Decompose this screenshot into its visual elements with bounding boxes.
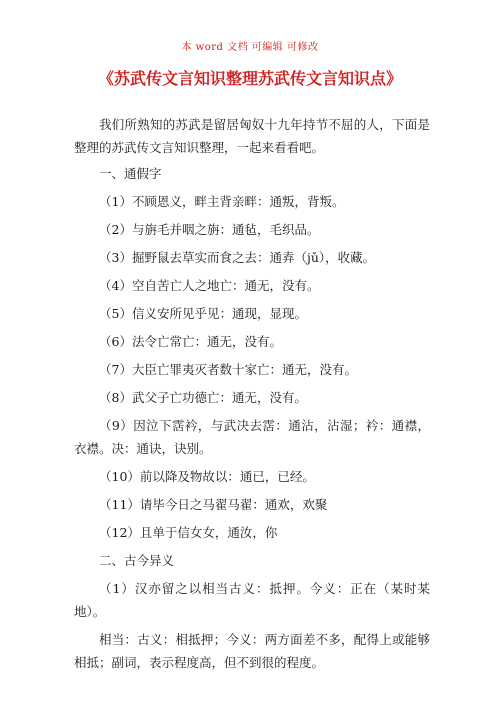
section-heading-2: 二、古今异义: [99, 553, 175, 568]
list-item: （7）大臣亡罪夷灭者数十家亡：通无，没有。: [99, 362, 357, 377]
list-item: （12）且单于信女女，通汝，你: [99, 525, 278, 540]
list-item: （1）汉亦留之以相当古义：抵押。今义：正在（某时某地）。: [74, 581, 430, 619]
list-item: （3）掘野鼠去草实而食之去：通弆（jǔ），收藏。: [99, 250, 376, 265]
section-heading-1: 一、通假字: [99, 166, 162, 181]
list-item: （1）不顾恩义，畔主背亲畔：通叛，背叛。: [99, 194, 345, 209]
list-item: （5）信义安所见乎见：通现，显现。: [99, 306, 307, 321]
list-item: 相当：古义：相抵押；今义：两方面差不多，配得上或能够相抵；副词，表示程度高，但不到很的程度。: [74, 632, 430, 670]
list-item: （2）与旃毛并咽之旃：通毡，毛织品。: [99, 222, 320, 237]
list-item: （4）空自苦亡人之地亡：通无，没有。: [99, 278, 320, 293]
list-item: （10）前以降及物故以：通已，已经。: [99, 469, 315, 484]
document-body: [74, 113, 430, 674]
header-note: 本 word 文档 可编辑 可修改: [181, 42, 319, 53]
document-title: 《苏武传文言知识整理苏武传文言知识点》: [97, 69, 402, 88]
list-item: （9）因泣下霑衿，与武决去霑：通沾，沾湿；衿：通襟，衣襟。决：通诀，诀别。: [74, 418, 430, 456]
list-item: （8）武父子亡功德亡：通无，没有。: [99, 390, 307, 405]
list-item: （6）法令亡常亡：通无，没有。: [99, 334, 282, 349]
list-item: （11）请毕今日之马翟马翟：通欢，欢聚: [99, 497, 328, 512]
intro-paragraph: 我们所熟知的苏武是留居匈奴十九年持节不屈的人，下面是整理的苏武传文言知识整理，一起来看看吧。: [74, 117, 430, 155]
